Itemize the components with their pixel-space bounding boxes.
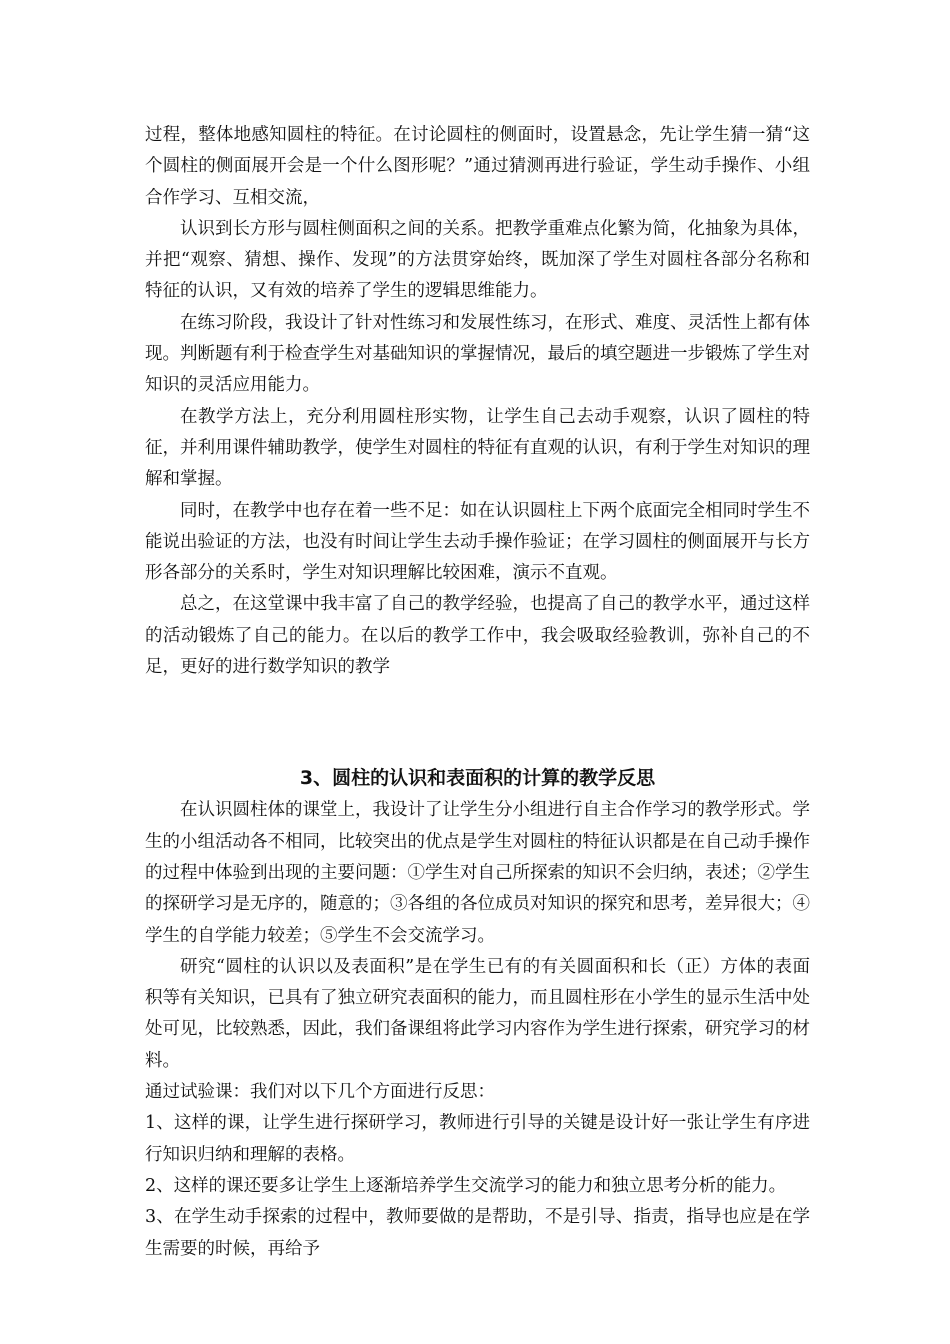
section-heading: 3、圆柱的认识和表面积的计算的教学反思 — [299, 767, 656, 790]
paragraph-reflection-intro: 通过试验课：我们对以下几个方面进行反思： — [145, 1082, 495, 1103]
paragraph-practice: 在练习阶段，我设计了针对性练习和发展性练习，在形式、难度、灵活性上都有体现。判断题有利于检查学生对基础知识的掌握情况，最后的填空题进一步锻炼了学生对知识的灵活应用能力。 — [145, 312, 810, 396]
document-page — [145, 120, 810, 1265]
paragraph-continuation: 过程，整体地感知圆柱的特征。在讨论圆柱的侧面时，设置悬念，先让学生猜一猜“这个圆柱的侧面展开会是一个什么图形呢？”通过猜测再进行验证，学生动手操作、小组合作学习、互相交流， — [145, 125, 810, 208]
paragraph-research: 研究“圆柱的认识以及表面积”是在学生已有的有关圆面积和长（正）方体的表面积等有关知识，已具有了独立研究表面积的能力，而且圆柱形在小学生的显示生活中处处可见，比较熟悉，因此，我们备课组将此学习内容作为学生进行探索，研究学习的材料。 — [145, 956, 810, 1071]
paragraph-summary: 总之，在这堂课中我丰富了自己的教学经验，也提高了自己的教学水平，通过这样的活动锻炼了自己的能力。在以后的教学工作中，我会吸取经验教训，弥补自己的不足，更好的进行数学知识的教学 — [145, 594, 810, 678]
paragraph-teaching-method: 在教学方法上，充分利用圆柱形实物，让学生自己去动手观察，认识了圆柱的特征，并利用课件辅助教学，使学生对圆柱的特征有直观的认识，有利于学生对知识的理解和掌握。 — [145, 406, 810, 490]
section-spacer — [145, 683, 810, 761]
paragraph-group-learning: 在认识圆柱体的课堂上，我设计了让学生分小组进行自主合作学习的教学形式。学生的小组活动各不相同，比较突出的优点是学生对圆柱的特征认识都是在自己动手操作的过程中体验到出现的主要问题：①学生对自己所探索的知识不会归纳，表述；②学生的探研学习是无序的，随意的；③各组的各位成员对知识的探究和思考，差异很大；④学生的自学能力较差；⑤学生不会交流学习。 — [145, 800, 810, 946]
list-item-1: 1、这样的课，让学生进行探研学习，教师进行引导的关键是设计好一张让学生有序进行知识归纳和理解的表格。 — [145, 1113, 810, 1165]
list-item-2: 2、这样的课还要多让学生上逐渐培养学生交流学习的能力和独立思考分析的能力。 — [145, 1175, 787, 1196]
paragraph-shortcomings: 同时，在教学中也存在着一些不足：如在认识圆柱上下两个底面完全相同时学生不能说出验证的方法，也没有时间让学生去动手操作验证；在学习圆柱的侧面展开与长方形各部分的关系时，学生对知识理解比较困难，演示不直观。 — [145, 500, 810, 584]
paragraph-side-area: 认识到长方形与圆柱侧面积之间的关系。把教学重难点化繁为简，化抽象为具体，并把“观察、猜想、操作、发现”的方法贯穿始终，既加深了学生对圆柱各部分名称和特征的认识，又有效的培养了学生的逻辑思维能力。 — [145, 218, 810, 302]
list-item-3: 3、在学生动手探索的过程中，教师要做的是帮助，不是引导、指责，指导也应是在学生需要的时候，再给予 — [145, 1207, 810, 1259]
